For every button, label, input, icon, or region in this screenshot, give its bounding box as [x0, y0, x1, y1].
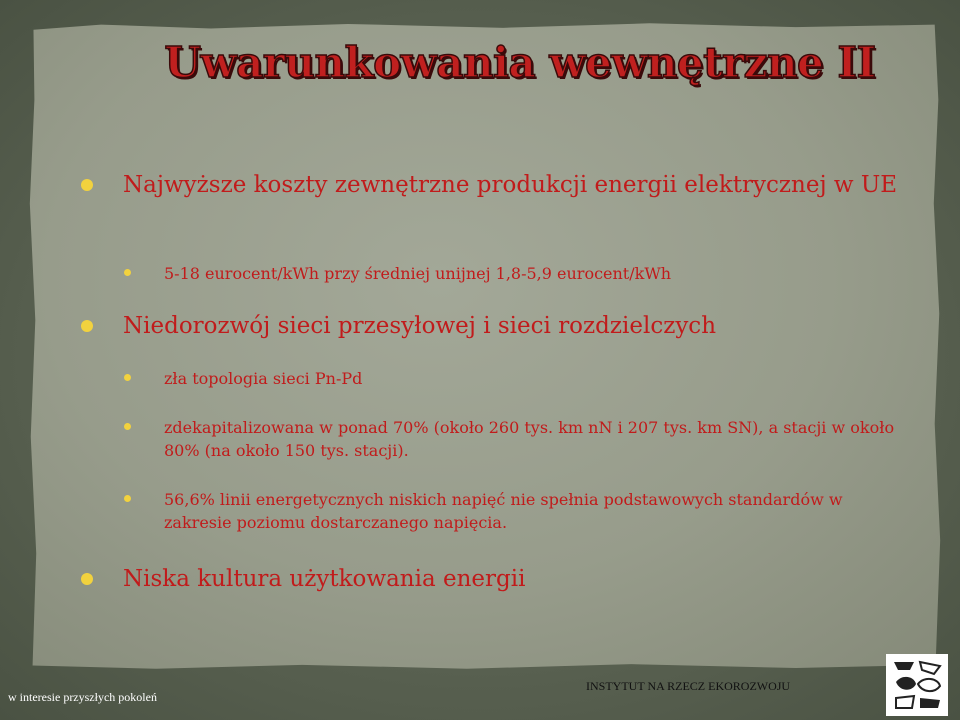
bullet-dot-icon — [124, 495, 131, 502]
bullet-text: Niedorozwój sieci przesyłowej i sieci rozdzielczych — [123, 313, 717, 339]
bullet-dot-icon — [124, 269, 131, 276]
bullet-dot-icon — [124, 374, 131, 381]
bullet-text: 5-18 eurocent/kWh przy średniej unijnej 1,8-5,9 eurocent/kWh — [164, 264, 672, 283]
bullet-dot-icon — [81, 179, 93, 191]
footer-slogan: w interesie przyszłych pokoleń — [8, 690, 157, 704]
bullet-text-rest: w zakresie poziomu dostarczanego napięcia. — [164, 490, 843, 532]
bullet-item-6 — [164, 488, 909, 534]
bullet-dot-icon — [124, 423, 131, 430]
bullet-text: Niska kultura użytkowania energii — [123, 566, 526, 592]
bullet-text-highlight: 56,6% linii energetycznych niskich napięć nie spełnia podstawowych standardów — [164, 490, 824, 509]
bullet-dot-icon — [81, 573, 93, 585]
bullet-dot-icon — [81, 320, 93, 332]
bullet-item-2 — [164, 262, 904, 285]
bullet-item-7 — [123, 564, 903, 595]
bullet-item-5 — [164, 416, 909, 462]
bullet-text: zła topologia sieci Pn-Pd — [164, 369, 363, 388]
bullet-item-3 — [123, 311, 903, 342]
footer-institute: INSTYTUT NA RZECZ EKOROZWOJU — [586, 679, 791, 693]
bullet-text: Najwyższe koszty zewnętrzne produkcji energii elektrycznej w UE — [123, 172, 898, 198]
ekorozwoj-logo-icon — [884, 652, 950, 718]
slide-title: Uwarunkowania wewnętrzne II — [164, 38, 876, 87]
bullet-item-4 — [164, 367, 904, 390]
bullet-text: zdekapitalizowana w ponad 70% (około 260 tys. km nN i 207 tys. km SN), a stacji w około 80% (na około 150 tys. stacji). — [164, 418, 895, 460]
bullet-item-1 — [123, 170, 903, 201]
